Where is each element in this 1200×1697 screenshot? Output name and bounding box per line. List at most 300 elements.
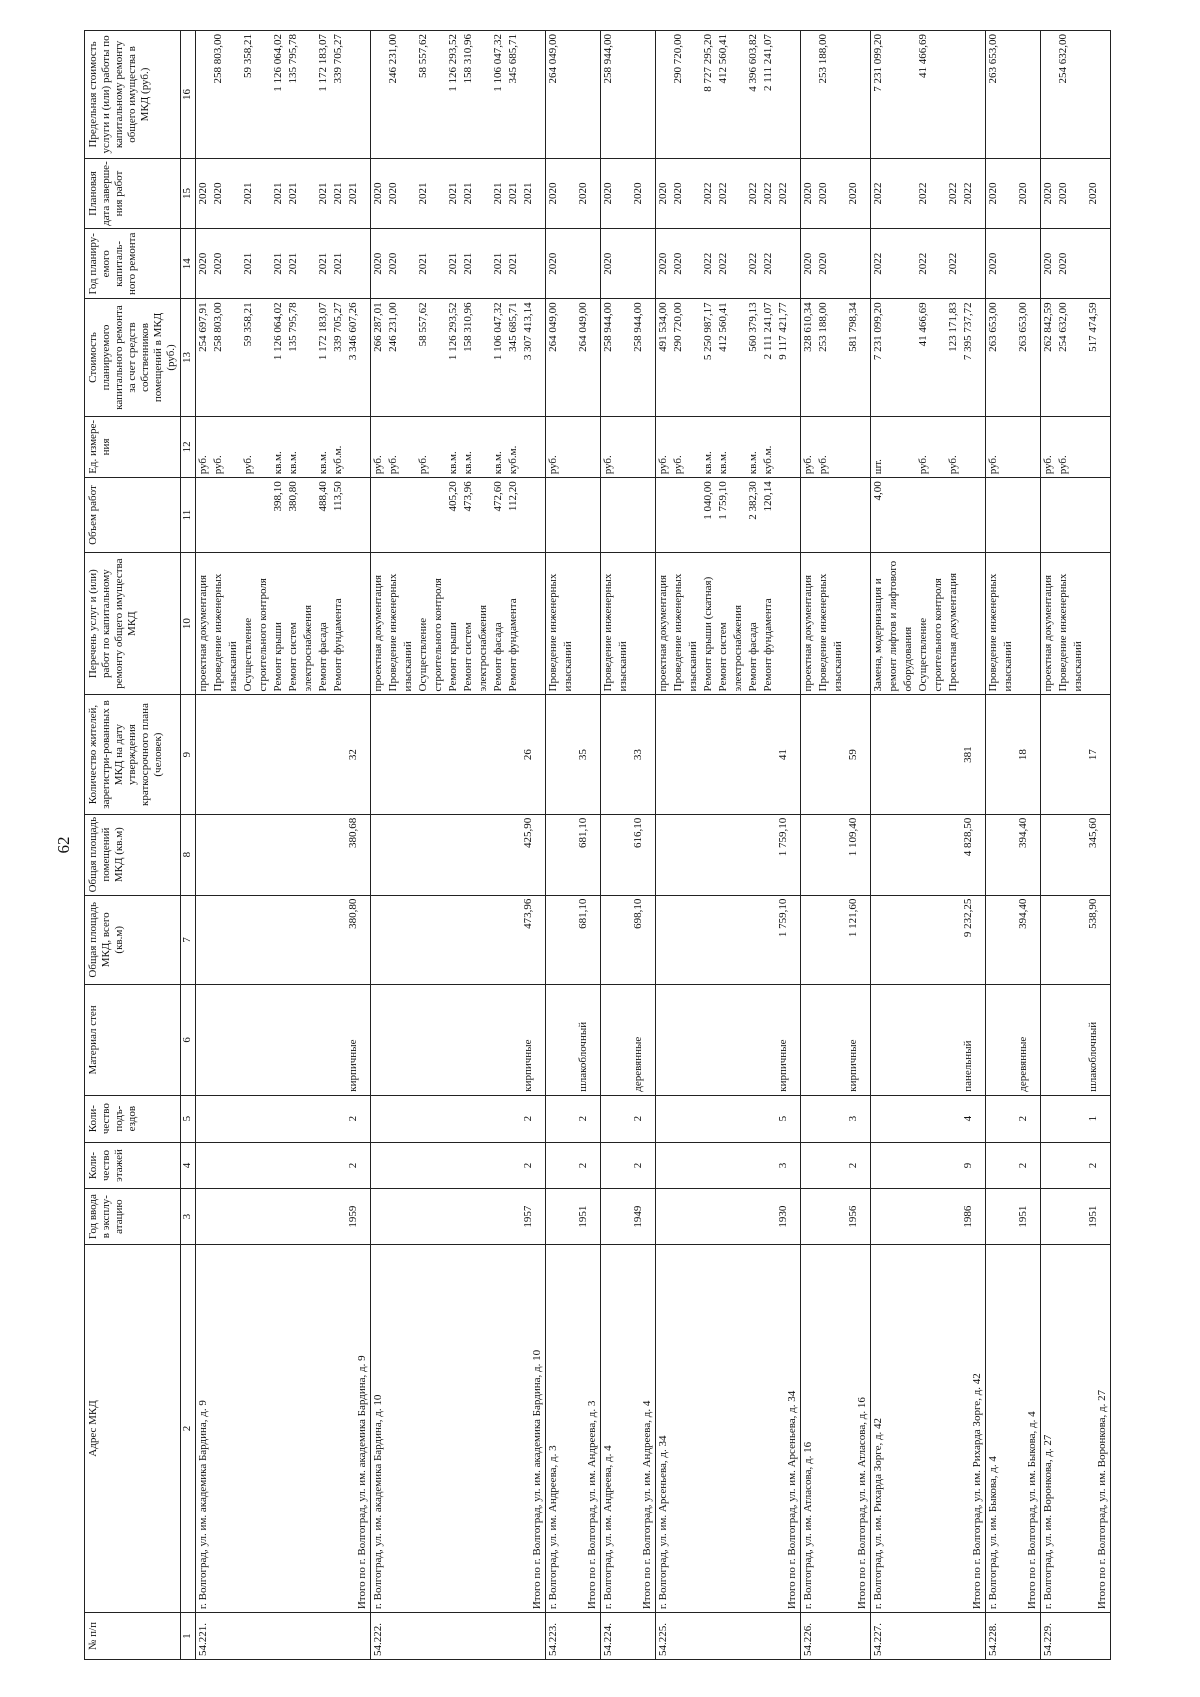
- cell-c8: [901, 814, 916, 895]
- cell-c4: 2: [521, 1142, 546, 1189]
- cell-c11: [256, 478, 271, 553]
- cell-c16: 253 188,00: [816, 31, 831, 159]
- cell-c9: [561, 695, 576, 814]
- cell-c7: [286, 895, 301, 984]
- table-row: [816, 31, 831, 1660]
- cell-c2: Итого по г. Волгоград, ул. им. Арсеньева, д. 34: [776, 1244, 801, 1612]
- cell-c9: [916, 695, 931, 814]
- cell-c8: [1056, 814, 1071, 895]
- cell-c4: [986, 1142, 1002, 1189]
- cell-c3: [371, 1189, 387, 1244]
- table-row: [656, 31, 672, 1660]
- cell-c6: [746, 985, 761, 1096]
- cell-c1: [901, 1613, 916, 1660]
- cell-c4: [931, 1142, 946, 1189]
- cell-c9: [731, 695, 746, 814]
- cell-c6: кирпичные: [776, 985, 801, 1096]
- cell-c8: [226, 814, 241, 895]
- cell-c13: [226, 299, 241, 416]
- cell-c8: [871, 814, 887, 895]
- cell-c11: 4,00: [871, 478, 887, 553]
- cell-c10: [961, 552, 986, 695]
- cell-c15: 2021: [316, 158, 331, 228]
- cell-c4: 2: [1016, 1142, 1041, 1189]
- cell-c7: 1 121,60: [846, 895, 871, 984]
- header-c4: Коли-чество этажей: [85, 1142, 181, 1189]
- cell-c13: 258 944,00: [601, 299, 617, 416]
- cell-c16: 258 944,00: [601, 31, 617, 159]
- cell-c16: [656, 31, 672, 159]
- cell-c2: [416, 1244, 431, 1612]
- cell-c12: [576, 416, 601, 478]
- cell-c8: [601, 814, 617, 895]
- cell-c13: 1 126 064,02: [271, 299, 286, 416]
- cell-c5: 2: [346, 1095, 371, 1142]
- cell-c9: [716, 695, 731, 814]
- cell-c2: Итого по г. Волгоград, ул. им. Рихарда Зорге, д. 42: [961, 1244, 986, 1612]
- cell-c3: [431, 1189, 446, 1244]
- cell-c2: [211, 1244, 226, 1612]
- table-row: [476, 31, 491, 1660]
- cell-c3: 1930: [776, 1189, 801, 1244]
- table-row: [831, 31, 846, 1660]
- cell-c11: [196, 478, 212, 553]
- cell-c13: 253 188,00: [816, 299, 831, 416]
- cell-c12: [961, 416, 986, 478]
- cell-c10: Осуществление: [916, 552, 931, 695]
- cell-c12: [346, 416, 371, 478]
- cell-c11: [831, 478, 846, 553]
- cell-c13: [886, 299, 901, 416]
- cell-c9: [271, 695, 286, 814]
- cell-c1: [561, 1613, 576, 1660]
- cell-c12: [431, 416, 446, 478]
- cell-c2: г. Волгоград, ул. им. Быкова, д. 4: [986, 1244, 1002, 1612]
- cell-c13: 517 474,59: [1086, 299, 1111, 416]
- cell-c16: [431, 31, 446, 159]
- cell-c11: [371, 478, 387, 553]
- cell-c16: [561, 31, 576, 159]
- cell-c10: [346, 552, 371, 695]
- cell-c7: [871, 895, 887, 984]
- cell-c10: строительного контроля: [931, 552, 946, 695]
- cell-c3: [946, 1189, 961, 1244]
- cell-c13: 158 310,96: [461, 299, 476, 416]
- cell-c12: [1001, 416, 1016, 478]
- cell-c6: панельный: [961, 985, 986, 1096]
- cell-c15: [831, 158, 846, 228]
- cell-c15: 2021: [506, 158, 521, 228]
- cell-c7: [371, 895, 387, 984]
- cell-c10: изысканий: [561, 552, 576, 695]
- cell-c6: [931, 985, 946, 1096]
- cell-c12: [521, 416, 546, 478]
- table-row: [256, 31, 271, 1660]
- cell-c14: 2022: [701, 229, 716, 299]
- cell-c6: [196, 985, 212, 1096]
- cell-c5: [446, 1095, 461, 1142]
- cell-c9: [801, 695, 817, 814]
- cell-c7: [416, 895, 431, 984]
- cell-c7: [1071, 895, 1086, 984]
- cell-c15: 2022: [746, 158, 761, 228]
- cell-c7: [946, 895, 961, 984]
- cell-c4: 2: [346, 1142, 371, 1189]
- cell-c11: 473,96: [461, 478, 476, 553]
- cell-c12: руб.: [916, 416, 931, 478]
- cell-c14: 2020: [386, 229, 401, 299]
- header-c5: Коли-чество подъ-ездов: [85, 1095, 181, 1142]
- cell-c7: [931, 895, 946, 984]
- cell-c13: 254 697,91: [196, 299, 212, 416]
- cell-c5: [561, 1095, 576, 1142]
- cell-c7: [506, 895, 521, 984]
- cell-c15: 2022: [916, 158, 931, 228]
- cell-c15: [731, 158, 746, 228]
- cell-c1: [1016, 1613, 1041, 1660]
- cell-c6: [491, 985, 506, 1096]
- table-row: [886, 31, 901, 1660]
- cell-c7: [616, 895, 631, 984]
- cell-c2: [331, 1244, 346, 1612]
- cell-c14: [831, 229, 846, 299]
- cell-c15: 2020: [801, 158, 817, 228]
- cell-c5: [831, 1095, 846, 1142]
- cell-c15: [431, 158, 446, 228]
- column-number: 7: [181, 895, 196, 984]
- cell-c10: проектная документация: [656, 552, 672, 695]
- cell-c6: [946, 985, 961, 1096]
- cell-c16: 41 466,69: [916, 31, 931, 159]
- cell-c3: 1956: [846, 1189, 871, 1244]
- cell-c12: [476, 416, 491, 478]
- cell-c9: [946, 695, 961, 814]
- cell-c16: 8 727 295,20: [701, 31, 716, 159]
- cell-c4: [946, 1142, 961, 1189]
- table-row: [226, 31, 241, 1660]
- cell-c3: [801, 1189, 817, 1244]
- table-row: [761, 31, 776, 1660]
- cell-c11: [561, 478, 576, 553]
- cell-c13: [561, 299, 576, 416]
- cell-c5: [731, 1095, 746, 1142]
- cell-c4: 2: [576, 1142, 601, 1189]
- cell-c4: [801, 1142, 817, 1189]
- cell-c14: [431, 229, 446, 299]
- cell-c3: 1959: [346, 1189, 371, 1244]
- cell-c12: [1071, 416, 1086, 478]
- cell-c4: [226, 1142, 241, 1189]
- cell-c8: [506, 814, 521, 895]
- cell-c7: [386, 895, 401, 984]
- cell-c4: [401, 1142, 416, 1189]
- cell-c9: 18: [1016, 695, 1041, 814]
- cell-c5: [701, 1095, 716, 1142]
- header-c1: № п/п: [85, 1613, 181, 1660]
- cell-c6: [331, 985, 346, 1096]
- cell-c14: 2021: [461, 229, 476, 299]
- cell-c14: 2020: [196, 229, 212, 299]
- table-row: [616, 31, 631, 1660]
- cell-c16: 345 685,71: [506, 31, 521, 159]
- cell-c16: 290 720,00: [671, 31, 686, 159]
- cell-c12: шт.: [871, 416, 887, 478]
- cell-c7: [816, 895, 831, 984]
- cell-c8: 681,10: [576, 814, 601, 895]
- cell-c11: [241, 478, 256, 553]
- cell-c8: [331, 814, 346, 895]
- column-number: 3: [181, 1189, 196, 1244]
- cell-c4: 2: [846, 1142, 871, 1189]
- cell-c2: [386, 1244, 401, 1612]
- cell-c11: [1016, 478, 1041, 553]
- cell-c3: [731, 1189, 746, 1244]
- cell-c6: [446, 985, 461, 1096]
- cell-c16: 246 231,00: [386, 31, 401, 159]
- table-row: [416, 31, 431, 1660]
- cell-c12: [846, 416, 871, 478]
- cell-c15: 2022: [761, 158, 776, 228]
- cell-c4: [331, 1142, 346, 1189]
- cell-c8: [416, 814, 431, 895]
- cell-c15: 2022: [946, 158, 961, 228]
- cell-c11: [916, 478, 931, 553]
- cell-c5: [716, 1095, 731, 1142]
- cell-c1: [1056, 1613, 1071, 1660]
- cell-c5: [686, 1095, 701, 1142]
- table-row: [331, 31, 346, 1660]
- cell-c1: [401, 1613, 416, 1660]
- cell-c4: [1071, 1142, 1086, 1189]
- cell-c2: [241, 1244, 256, 1612]
- cell-c3: 1957: [521, 1189, 546, 1244]
- cell-c16: [401, 31, 416, 159]
- cell-c11: 1 040,00: [701, 478, 716, 553]
- cell-c10: Ремонт крыши (скатная): [701, 552, 716, 695]
- column-number: 11: [181, 478, 196, 553]
- cell-c12: руб.: [946, 416, 961, 478]
- cell-c1: [506, 1613, 521, 1660]
- cell-c5: [476, 1095, 491, 1142]
- cell-c10: Ремонт крыши: [446, 552, 461, 695]
- cell-c15: 2022: [701, 158, 716, 228]
- cell-c6: [431, 985, 446, 1096]
- cell-c7: [1041, 895, 1057, 984]
- table-row: [776, 31, 801, 1660]
- cell-c3: [701, 1189, 716, 1244]
- cell-c15: [1001, 158, 1016, 228]
- cell-c2: [746, 1244, 761, 1612]
- table-row: [316, 31, 331, 1660]
- table-row: [686, 31, 701, 1660]
- cell-c7: [446, 895, 461, 984]
- cell-c6: [801, 985, 817, 1096]
- cell-c2: Итого по г. Волгоград, ул. им. Быкова, д. 4: [1016, 1244, 1041, 1612]
- cell-c10: Ремонт фасада: [491, 552, 506, 695]
- cell-c15: 2020: [1056, 158, 1071, 228]
- cell-c1: [631, 1613, 656, 1660]
- cell-c13: [401, 299, 416, 416]
- cell-c8: 380,68: [346, 814, 371, 895]
- cell-c10: Проведение инженерных: [601, 552, 617, 695]
- cell-c16: [256, 31, 271, 159]
- cell-c6: [506, 985, 521, 1096]
- cell-c2: Итого по г. Волгоград, ул. им. академика Бардина, д. 9: [346, 1244, 371, 1612]
- cell-c14: 2021: [506, 229, 521, 299]
- cell-c10: ремонт лифтов и лифтового: [886, 552, 901, 695]
- cell-c1: [716, 1613, 731, 1660]
- cell-c4: [671, 1142, 686, 1189]
- cell-c10: изысканий: [686, 552, 701, 695]
- cell-c10: Ремонт фасада: [316, 552, 331, 695]
- cell-c7: 473,96: [521, 895, 546, 984]
- cell-c12: [401, 416, 416, 478]
- cell-c12: кв.м.: [746, 416, 761, 478]
- cell-c12: кв.м.: [491, 416, 506, 478]
- cell-c8: [371, 814, 387, 895]
- cell-c14: 2021: [271, 229, 286, 299]
- cell-c14: [521, 229, 546, 299]
- cell-c8: [196, 814, 212, 895]
- cell-c15: 2021: [271, 158, 286, 228]
- cell-c9: [1041, 695, 1057, 814]
- cell-c6: [601, 985, 617, 1096]
- cell-c3: [416, 1189, 431, 1244]
- cell-c5: [506, 1095, 521, 1142]
- cell-c1: [241, 1613, 256, 1660]
- cell-c15: [886, 158, 901, 228]
- table-row: [931, 31, 946, 1660]
- cell-c8: [211, 814, 226, 895]
- cell-c1: 54.224.: [601, 1613, 617, 1660]
- header-c2: Адрес МКД: [85, 1244, 181, 1612]
- cell-c12: руб.: [386, 416, 401, 478]
- cell-c5: [431, 1095, 446, 1142]
- header-c13: Стоимость планируемого капитального ремонта за счет средств собственников помещений в МКД (руб.): [85, 299, 181, 416]
- cell-c8: [546, 814, 562, 895]
- cell-c7: [211, 895, 226, 984]
- cell-c10: изысканий: [1001, 552, 1016, 695]
- cell-c11: 113,50: [331, 478, 346, 553]
- cell-c2: [916, 1244, 931, 1612]
- table-row: [561, 31, 576, 1660]
- header-c7: Общая площадь МКД, всего (кв.м): [85, 895, 181, 984]
- cell-c5: 4: [961, 1095, 986, 1142]
- cell-c5: 3: [846, 1095, 871, 1142]
- cell-c9: 17: [1086, 695, 1111, 814]
- cell-c11: [346, 478, 371, 553]
- cell-c2: [401, 1244, 416, 1612]
- cell-c15: [301, 158, 316, 228]
- cell-c8: [401, 814, 416, 895]
- cell-c7: 538,90: [1086, 895, 1111, 984]
- cell-c14: [1071, 229, 1086, 299]
- cell-c11: [301, 478, 316, 553]
- cell-c3: [286, 1189, 301, 1244]
- cell-c4: [1041, 1142, 1057, 1189]
- cell-c11: [886, 478, 901, 553]
- cell-c14: 2022: [871, 229, 887, 299]
- cell-c6: [386, 985, 401, 1096]
- cell-c5: [546, 1095, 562, 1142]
- cell-c15: 2020: [601, 158, 617, 228]
- cell-c8: [886, 814, 901, 895]
- cell-c12: [686, 416, 701, 478]
- cell-c4: [271, 1142, 286, 1189]
- cell-c2: г. Волгоград, ул. им. академика Бардина, д. 9: [196, 1244, 212, 1612]
- cell-c1: [521, 1613, 546, 1660]
- cell-c11: [431, 478, 446, 553]
- cell-c7: 394,40: [1016, 895, 1041, 984]
- cell-c11: [1001, 478, 1016, 553]
- cell-c14: [346, 229, 371, 299]
- cell-c7: 698,10: [631, 895, 656, 984]
- cell-c4: 2: [1086, 1142, 1111, 1189]
- cell-c10: оборудования: [901, 552, 916, 695]
- cell-c13: 7 231 099,20: [871, 299, 887, 416]
- cell-c12: куб.м.: [761, 416, 776, 478]
- cell-c10: [776, 552, 801, 695]
- cell-c3: [671, 1189, 686, 1244]
- cell-c4: [731, 1142, 746, 1189]
- cell-c3: [686, 1189, 701, 1244]
- cell-c10: Ремонт фундамента: [506, 552, 521, 695]
- cell-c14: 2020: [1041, 229, 1057, 299]
- cell-c15: [476, 158, 491, 228]
- cell-c13: [301, 299, 316, 416]
- cell-c8: 1 109,40: [846, 814, 871, 895]
- cell-c15: 2020: [546, 158, 562, 228]
- cell-c4: [256, 1142, 271, 1189]
- cell-c10: строительного контроля: [256, 552, 271, 695]
- cell-c9: [416, 695, 431, 814]
- cell-c8: [386, 814, 401, 895]
- cell-c8: [731, 814, 746, 895]
- table-row: [271, 31, 286, 1660]
- cell-c8: [1001, 814, 1016, 895]
- cell-c13: 263 653,00: [986, 299, 1002, 416]
- cell-c14: [616, 229, 631, 299]
- table-row: [871, 31, 887, 1660]
- cell-c11: [1071, 478, 1086, 553]
- cell-c9: [1056, 695, 1071, 814]
- cell-c4: [476, 1142, 491, 1189]
- cell-c16: [801, 31, 817, 159]
- cell-c10: Проведение инженерных: [546, 552, 562, 695]
- cell-c9: [331, 695, 346, 814]
- cell-c10: Замена, модернизация и: [871, 552, 887, 695]
- cell-c1: 54.221.: [196, 1613, 212, 1660]
- cell-c10: [1016, 552, 1041, 695]
- cell-c10: электроснабжения: [731, 552, 746, 695]
- cell-c10: Ремонт фундамента: [331, 552, 346, 695]
- header-c6: Материал стен: [85, 985, 181, 1096]
- cell-c8: 425,90: [521, 814, 546, 895]
- cell-c14: 2020: [601, 229, 617, 299]
- cell-c10: проектная документация: [801, 552, 817, 695]
- cell-c14: [931, 229, 946, 299]
- cell-c2: [271, 1244, 286, 1612]
- cell-c14: 2021: [416, 229, 431, 299]
- table-row: [576, 31, 601, 1660]
- cell-c10: изысканий: [401, 552, 416, 695]
- cell-c1: [476, 1613, 491, 1660]
- cell-c13: 345 685,71: [506, 299, 521, 416]
- cell-c2: [506, 1244, 521, 1612]
- cell-c13: 135 795,78: [286, 299, 301, 416]
- table-row: [916, 31, 931, 1660]
- column-number: 2: [181, 1244, 196, 1612]
